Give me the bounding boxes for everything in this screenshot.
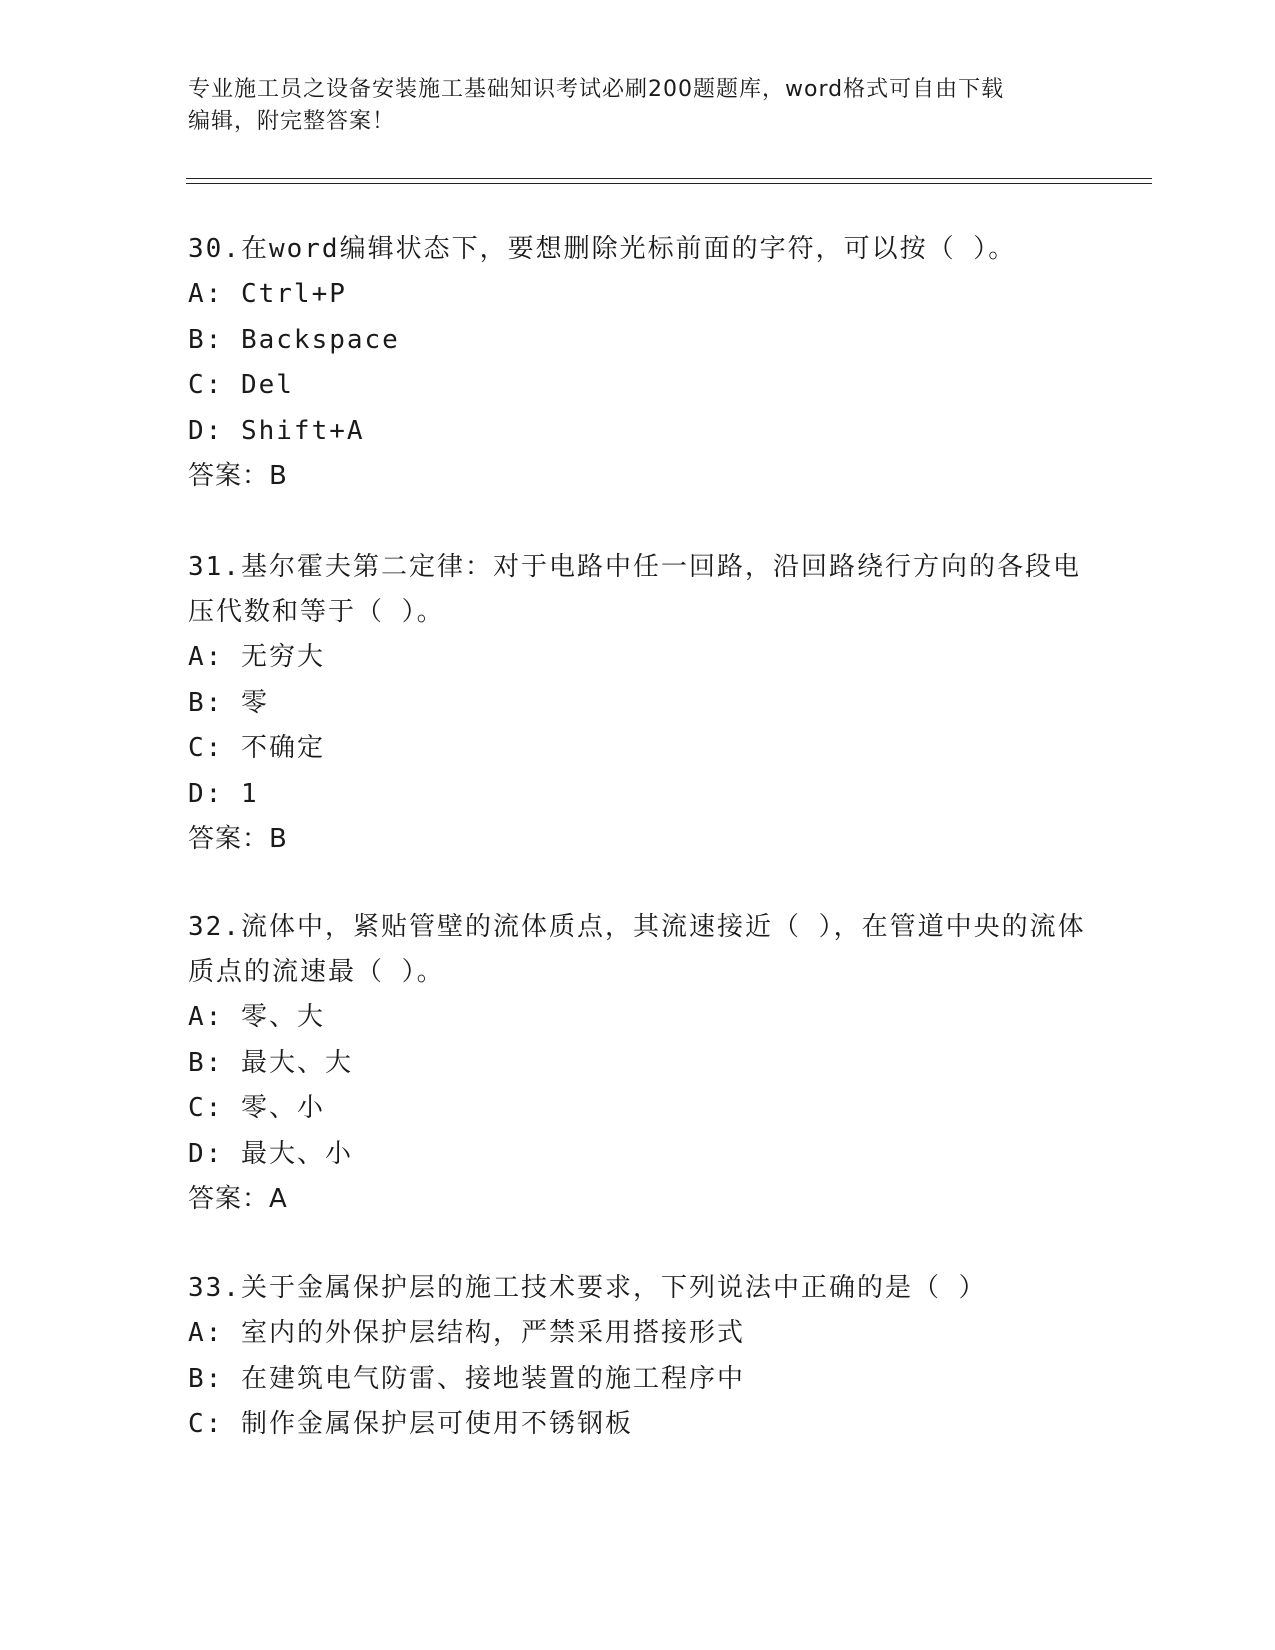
option-a: A: 零、大: [188, 1002, 325, 1032]
question-33: [188, 1266, 1088, 1448]
option-b: B: Backspace: [188, 324, 400, 355]
option-b: B: 最大、大: [188, 1047, 353, 1078]
question-text: 30.在word编辑状态下，要想删除光标前面的字符，可以按（ ）。: [188, 234, 1017, 264]
header-rule-bottom: [186, 183, 1152, 184]
question-32: [188, 905, 1088, 1221]
question-30: [188, 227, 1088, 498]
option-b: B: 在建筑电气防雷、接地装置的施工程序中: [188, 1363, 745, 1394]
option-d: D: 1: [188, 778, 259, 809]
option-d: D: Shift+A: [188, 415, 365, 446]
option-d: D: 最大、小: [188, 1138, 353, 1169]
header-title-line2: 编辑，附完整答案！: [188, 109, 396, 134]
option-c: C: 不确定: [188, 733, 325, 763]
header-rule-top: [186, 178, 1152, 179]
option-a: A: Ctrl+P: [188, 279, 347, 309]
question-text: 33.关于金属保护层的施工技术要求，下列说法中正确的是（ ）: [188, 1273, 987, 1303]
header-title-line1: 专业施工员之设备安装施工基础知识考试必刷200题题库，word格式可自由下载: [188, 77, 1005, 102]
question-text: 31.基尔霍夫第二定律：对于电路中任一回路，沿回路绕行方向的各段电压代数和等于（ ）。: [188, 552, 1081, 627]
option-b: B: 零: [188, 687, 269, 718]
document-header: [188, 74, 1088, 138]
question-text: 32.流体中，紧贴管壁的流体质点，其流速接近（ ），在管道中央的流体质点的流速最（ ）。: [188, 912, 1086, 987]
answer: 答案：B: [188, 824, 288, 854]
answer: 答案：A: [188, 1184, 288, 1214]
question-31: [188, 545, 1088, 861]
option-c: C: 制作金属保护层可使用不锈钢板: [188, 1409, 633, 1439]
answer: 答案：B: [188, 461, 288, 491]
option-c: C: 零、小: [188, 1093, 325, 1123]
option-a: A: 无穷大: [188, 642, 325, 672]
option-c: C: Del: [188, 370, 294, 400]
option-a: A: 室内的外保护层结构，严禁采用搭接形式: [188, 1318, 745, 1348]
